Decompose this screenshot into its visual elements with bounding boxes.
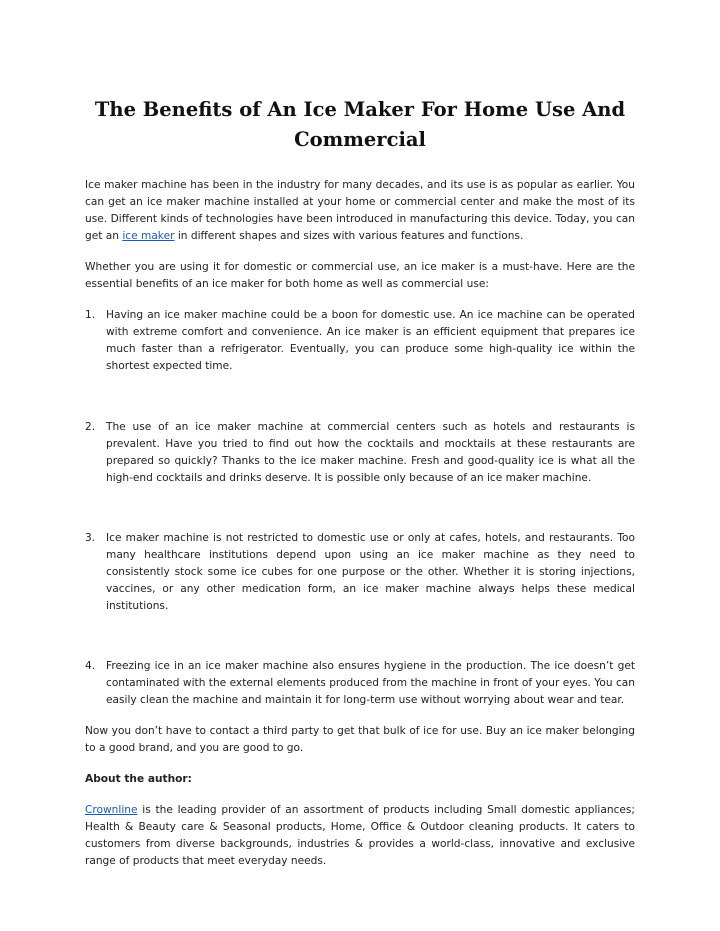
benefit-number-4: 4. (85, 660, 96, 672)
document-title: The Benefits of An Ice Maker For Home Use And Commercial (94, 98, 626, 151)
benefit-text-3: Ice maker machine is not restricted to domestic use or only at cafes, hotels, and restaurants. Too many healthcare institutions depend upon using an ice maker machine as they need to consistently stock some ice cubes for one purpose or the other. Whether it is storing injections, vaccines, or any other medication form, an ice maker machine always helps these medical institutions. (106, 532, 635, 612)
benefit-item-1 (85, 307, 635, 375)
benefit-text-2: The use of an ice maker machine at commercial centers such as hotels and restaurants is prevalent. Have you tried to find out how the cocktails and mocktails at these restaurants are prepared so quickly? Thanks to the ice maker machine. Fresh and good-quality ice is what all the high-end cocktails and drinks deserve. It is possible only because of an ice maker machine. (106, 421, 635, 484)
document-page (85, 95, 635, 884)
benefit-number-2: 2. (85, 421, 96, 433)
intro-paragraph (85, 177, 635, 245)
benefit-item-3 (85, 530, 635, 615)
about-author-heading: About the author: (85, 773, 192, 785)
benefit-number-1: 1. (85, 309, 96, 321)
benefits-list (85, 307, 635, 709)
benefit-text-1: Having an ice maker machine could be a boon for domestic use. An ice machine can be operated with extreme comfort and convenience. An ice maker is an efficient equipment that prepares ice much faster than a refrigerator. Eventually, you can produce some high-quality ice within the shortest expected time. (106, 309, 635, 372)
intro-text-before-link: Ice maker machine has been in the industry for many decades, and its use is as popular as earlier. You can get an ice maker machine installed at your home or commercial center and make the most of its use. Different kinds of technologies have been introduced in manufacturing this device. Today, you can get an (85, 179, 635, 242)
about-author-paragraph (85, 802, 635, 870)
about-author-text: is the leading provider of an assortment of products including Small domestic appliances; Health & Beauty care & Seasonal products, Home, Office & Outdoor cleaning products. It caters to customers from diverse backgrounds, industries & provides a world-class, innovative and exclusive range of products that meet everyday needs. (85, 804, 635, 867)
benefit-item-4 (85, 658, 635, 709)
lead-paragraph: Whether you are using it for domestic or commercial use, an ice maker is a must-have. Here are the essential benefits of an ice maker for both home as well as commercial use: (85, 261, 635, 290)
closing-paragraph: Now you don’t have to contact a third party to get that bulk of ice for use. Buy an ice maker belonging to a good brand, and you are good to go. (85, 725, 635, 754)
benefit-item-2 (85, 419, 635, 487)
benefit-text-4: Freezing ice in an ice maker machine also ensures hygiene in the production. The ice doesn’t get contaminated with the external elements produced from the machine in front of your eyes. You can easily clean the machine and maintain it for long-term use without worrying about wear and tear. (106, 660, 635, 706)
ice-maker-link[interactable]: ice maker (122, 230, 175, 242)
benefit-number-3: 3. (85, 532, 96, 544)
crownline-link[interactable]: Crownline (85, 804, 138, 816)
intro-text-after-link: in different shapes and sizes with various features and functions. (174, 230, 524, 242)
